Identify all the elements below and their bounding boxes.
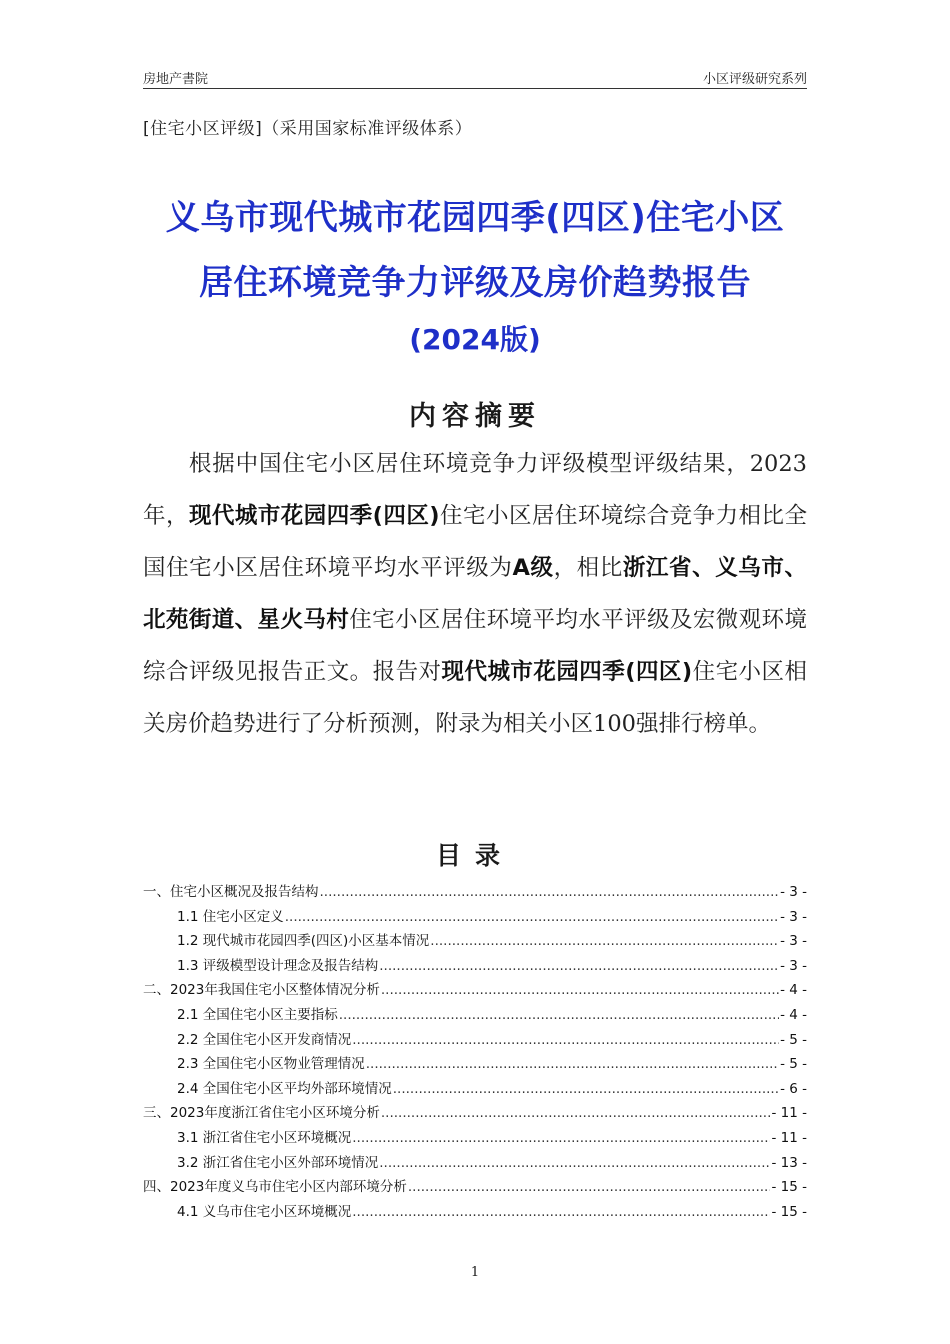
toc-leader-dots bbox=[339, 1007, 779, 1023]
toc-entry[interactable] bbox=[143, 1052, 807, 1077]
abstract-text-3: ，相比 bbox=[553, 555, 623, 581]
toc-entry[interactable] bbox=[143, 1151, 807, 1176]
toc-entry[interactable] bbox=[143, 978, 807, 1003]
toc-entry-label: 2.1 全国住宅小区主要指标 bbox=[177, 1006, 338, 1023]
abstract-text-5: 住宅小区相关房价趋势进行了分析预测，附录为相关小区100强排行榜单。 bbox=[143, 659, 807, 737]
table-of-contents bbox=[143, 880, 807, 1224]
toc-entry-label: 四、2023年度义乌市住宅小区内部环境分析 bbox=[143, 1179, 407, 1196]
toc-leader-dots bbox=[381, 1105, 771, 1121]
toc-leader-dots bbox=[430, 933, 779, 949]
toc-entry-page: - 4 - bbox=[780, 1006, 807, 1023]
toc-entry-label: 2.2 全国住宅小区开发商情况 bbox=[177, 1031, 352, 1048]
toc-entry-label: 1.3 评级模型设计理念及报告结构 bbox=[177, 957, 379, 974]
toc-leader-dots bbox=[352, 1130, 770, 1146]
abstract-text-4: 住宅小区居住环境平均水平评级及宏微观环境综合评级见报告正文。报告对 bbox=[143, 607, 807, 685]
toc-entry[interactable] bbox=[143, 1003, 807, 1028]
toc-entry-page: - 3 - bbox=[780, 884, 807, 900]
toc-entry-page: - 4 - bbox=[780, 982, 807, 999]
toc-leader-dots bbox=[352, 1204, 770, 1220]
header-publisher: 房地产書院 bbox=[143, 72, 209, 87]
header-series: 小区评级研究系列 bbox=[702, 72, 807, 87]
toc-heading: 目录 bbox=[435, 841, 514, 870]
toc-entry-page: - 11 - bbox=[771, 1105, 807, 1122]
toc-entry-label: 3.2 浙江省住宅小区外部环境情况 bbox=[177, 1154, 379, 1171]
toc-leader-dots bbox=[393, 1081, 779, 1097]
toc-entry[interactable] bbox=[143, 1200, 807, 1225]
toc-leader-dots bbox=[381, 982, 779, 998]
toc-entry[interactable] bbox=[143, 1126, 807, 1151]
toc-entry-label: 4.1 义乌市住宅小区环境概况 bbox=[177, 1203, 352, 1220]
toc-entry-page: - 3 - bbox=[780, 908, 807, 925]
header-divider bbox=[143, 88, 807, 89]
abstract-paragraph bbox=[143, 438, 807, 750]
toc-entry-page: - 5 - bbox=[780, 1056, 807, 1073]
toc-entry[interactable] bbox=[143, 929, 807, 954]
page-number: 1 bbox=[470, 1265, 480, 1280]
toc-entry-label: 1.2 现代城市花园四季(四区)小区基本情况 bbox=[177, 933, 430, 950]
abstract-heading: 内容摘要 bbox=[409, 401, 541, 432]
abstract-text-1: 根据中国住宅小区居住环境竞争力评级模型评级结果，2023年， bbox=[143, 451, 807, 529]
abstract-regions: 浙江省、义乌市、北苑街道、星火马村 bbox=[143, 555, 807, 633]
abstract-text-2: 住宅小区居住环境综合竞争力相比全国住宅小区居住环境平均水平评级为 bbox=[143, 503, 807, 581]
report-category-tag: [住宅小区评级]（采用国家标准评级体系） bbox=[143, 119, 473, 139]
toc-entry-label: 一、住宅小区概况及报告结构 bbox=[143, 884, 319, 900]
toc-leader-dots bbox=[352, 1032, 779, 1048]
abstract-rating: A级 bbox=[512, 555, 554, 581]
page-header bbox=[143, 68, 807, 90]
toc-entry-page: - 3 - bbox=[780, 957, 807, 974]
toc-entry-page: - 3 - bbox=[780, 933, 807, 950]
toc-entry-label: 二、2023年我国住宅小区整体情况分析 bbox=[143, 982, 380, 999]
toc-leader-dots bbox=[379, 958, 779, 974]
toc-leader-dots bbox=[408, 1179, 771, 1195]
toc-entry[interactable] bbox=[143, 954, 807, 979]
toc-entry-label: 3.1 浙江省住宅小区环境概况 bbox=[177, 1129, 352, 1146]
toc-entry-label: 2.3 全国住宅小区物业管理情况 bbox=[177, 1056, 365, 1073]
toc-entry-page: - 11 - bbox=[771, 1129, 807, 1146]
toc-entry-label: 2.4 全国住宅小区平均外部环境情况 bbox=[177, 1080, 392, 1097]
toc-leader-dots bbox=[366, 1056, 779, 1072]
toc-entry-label: 1.1 住宅小区定义 bbox=[177, 908, 284, 925]
toc-entry[interactable] bbox=[143, 905, 807, 930]
toc-leader-dots bbox=[285, 909, 779, 925]
toc-entry[interactable] bbox=[143, 1028, 807, 1053]
report-edition: (2024版) bbox=[409, 323, 541, 356]
abstract-community-name-2: 现代城市花园四季(四区) bbox=[441, 659, 693, 685]
toc-entry-page: - 6 - bbox=[780, 1080, 807, 1097]
toc-leader-dots bbox=[379, 1155, 770, 1171]
toc-entry-page: - 13 - bbox=[771, 1154, 807, 1171]
toc-entry-label: 三、2023年度浙江省住宅小区环境分析 bbox=[143, 1105, 380, 1122]
toc-entry-page: - 5 - bbox=[780, 1031, 807, 1048]
toc-leader-dots bbox=[320, 884, 780, 900]
toc-entry[interactable] bbox=[143, 1077, 807, 1102]
report-title-line-1: 义乌市现代城市花园四季(四区)住宅小区 bbox=[165, 198, 785, 238]
abstract-community-name: 现代城市花园四季(四区) bbox=[188, 503, 440, 529]
toc-entry[interactable] bbox=[143, 1101, 807, 1126]
toc-entry-page: - 15 - bbox=[771, 1203, 807, 1220]
toc-entry[interactable] bbox=[143, 880, 807, 905]
toc-entry-page: - 15 - bbox=[771, 1179, 807, 1196]
report-title-line-2: 居住环境竞争力评级及房价趋势报告 bbox=[199, 263, 751, 303]
toc-entry[interactable] bbox=[143, 1175, 807, 1200]
